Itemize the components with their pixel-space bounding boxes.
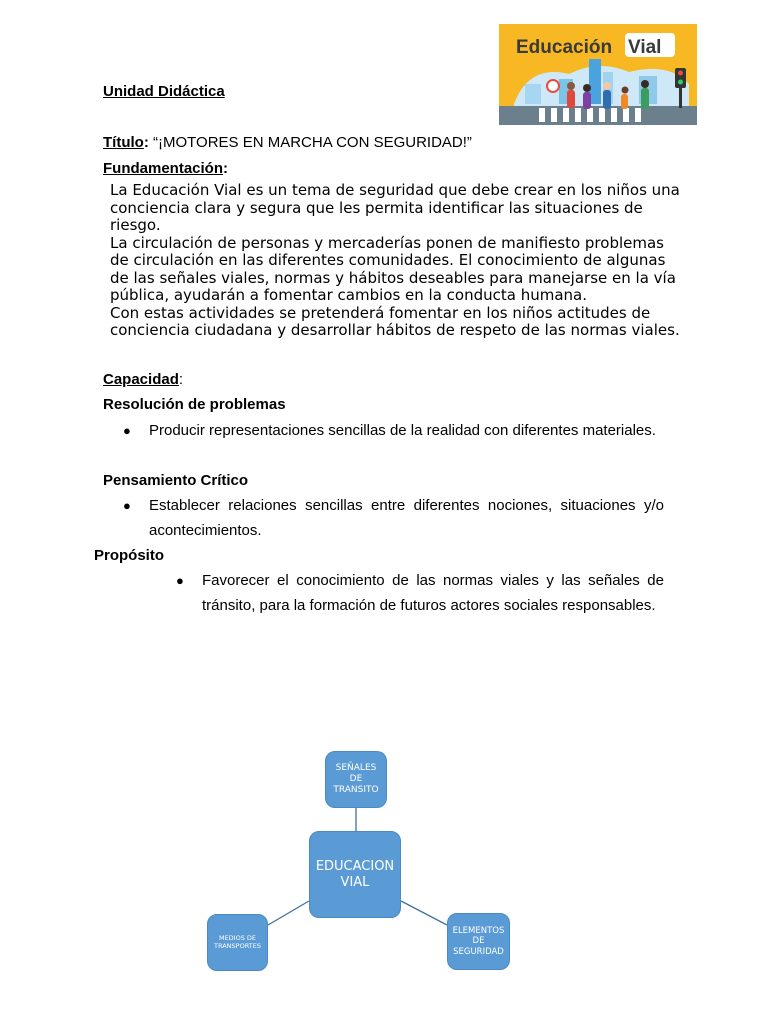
logo-word2: Vial bbox=[628, 37, 662, 58]
capacidad-bullet bbox=[123, 493, 664, 543]
node-line: MEDIOS DE bbox=[218, 934, 257, 942]
fundamentacion-colon: : bbox=[223, 160, 229, 177]
concept-diagram bbox=[0, 740, 768, 980]
node-line: SEÑALES bbox=[335, 763, 377, 773]
fundamentacion-text bbox=[110, 182, 680, 340]
connector-left bbox=[268, 901, 309, 925]
bullet-text: Producir representaciones sencillas de la realidad con diferentes materiales. bbox=[149, 422, 656, 439]
bullet-text: Favorecer el conocimiento de las normas viales y las señales de tránsito, para la formación de futuros actores sociales responsables. bbox=[202, 572, 664, 614]
title-value: “¡MOTORES EN MARCHA CON SEGURIDAD!” bbox=[148, 134, 472, 151]
node-line: VIAL bbox=[340, 874, 370, 890]
node-line: DE bbox=[349, 774, 363, 784]
bullet-text: Establecer relaciones sencillas entre diferentes nociones, situaciones y/o acontecimientos. bbox=[149, 497, 664, 539]
fundamentacion-heading bbox=[103, 160, 228, 177]
capacidad-colon: : bbox=[178, 371, 184, 388]
bullet-icon: ● bbox=[123, 498, 131, 513]
proposito-bullet bbox=[176, 568, 664, 618]
logo-word1: Educación bbox=[516, 37, 613, 58]
node-line: TRANSITO bbox=[333, 785, 379, 795]
bullet-icon: ● bbox=[123, 423, 131, 438]
fundamentacion-paragraph: Con estas actividades se pretenderá fomentar en los niños actitudes de conciencia ciudadana y desarrollar hábitos de respeto de las normas viales. bbox=[110, 303, 680, 339]
node-senales-de-transito bbox=[325, 751, 387, 808]
capacidad-item-heading: Pensamiento Crítico bbox=[103, 472, 249, 489]
capacidad-heading bbox=[103, 371, 183, 388]
title-label: Título bbox=[103, 134, 144, 151]
educacion-vial-logo bbox=[499, 24, 697, 125]
capacidad-bullet bbox=[123, 418, 664, 443]
proposito-heading: Propósito bbox=[94, 547, 164, 564]
title-line bbox=[103, 134, 472, 151]
capacidad-label: Capacidad bbox=[103, 371, 179, 388]
node-line: EDUCACION bbox=[315, 858, 395, 874]
title-colon: : bbox=[143, 134, 149, 151]
node-educacion-vial bbox=[309, 831, 401, 918]
node-line: SEGURIDAD bbox=[453, 946, 504, 957]
node-line: TRANSPORTES bbox=[214, 941, 261, 950]
node-elementos-de-seguridad bbox=[447, 913, 510, 970]
bullet-icon: ● bbox=[176, 573, 184, 588]
fundamentacion-paragraph: La circulación de personas y mercaderías ponen de manifiesto problemas de circulación en las diferentes comunidades. El conocimiento de algunas de las señales viales, normas y hábitos deseables para manejarse en la vía pública, ayudarán a fomentar cambios en la conducta humana. bbox=[110, 233, 676, 304]
capacidad-item-heading: Resolución de problemas bbox=[103, 396, 286, 413]
node-medios-de-transportes bbox=[207, 914, 268, 971]
node-line: ELEMENTOS bbox=[452, 925, 505, 936]
unit-title: Unidad Didáctica bbox=[103, 83, 225, 100]
connector-right bbox=[401, 901, 447, 925]
fundamentacion-label: Fundamentación bbox=[103, 160, 224, 177]
node-line: DE bbox=[472, 936, 485, 947]
fundamentacion-paragraph: La Educación Vial es un tema de seguridad que debe crear en los niños una conciencia clara y segura que les permita identificar las situaciones de riesgo. bbox=[110, 181, 680, 234]
